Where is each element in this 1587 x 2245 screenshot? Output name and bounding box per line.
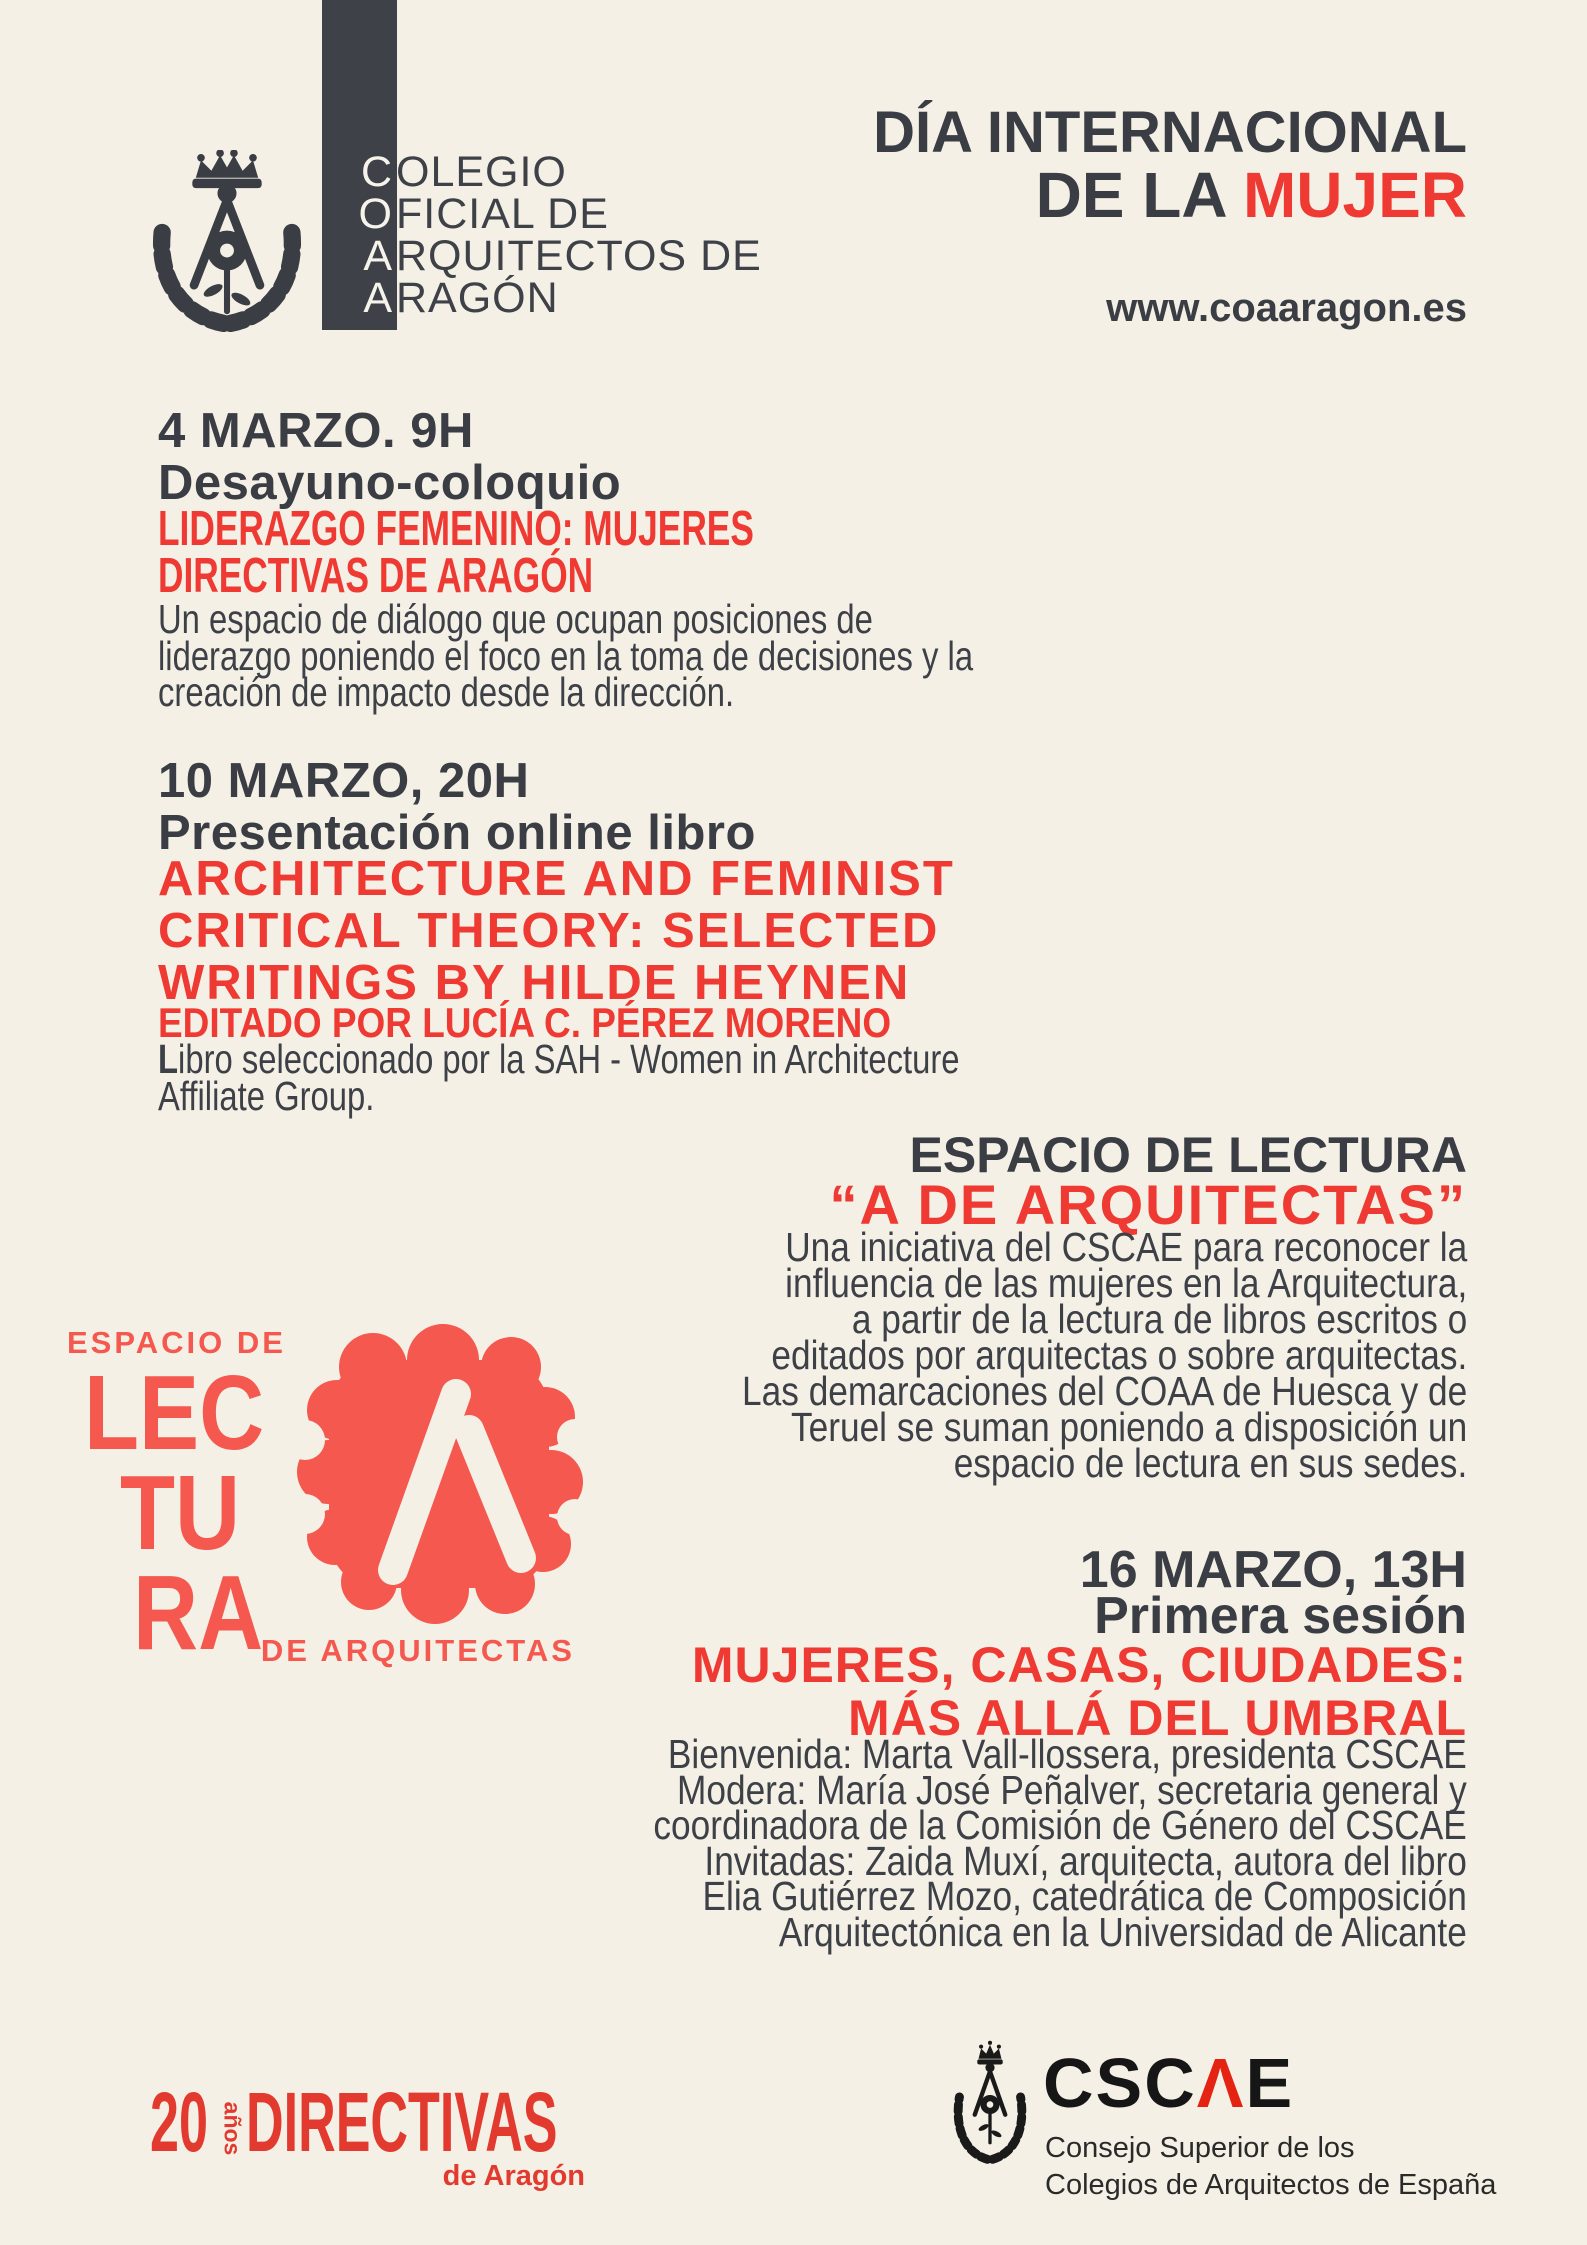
event1-subtitle: Desayuno-coloquio [158, 456, 622, 510]
coaa-wordmark-line [322, 148, 567, 196]
session-date: 16 MARZO, 13H [1079, 1541, 1467, 1599]
coaa-rest: RAGÓN [396, 274, 559, 322]
directivas-wordmark: DIRECTIVAS [246, 2075, 558, 2169]
lectura-subheading: “A DE ARQUITECTAS” [829, 1173, 1467, 1236]
lectura-desc-line: Teruel se suman poniendo a disposición un [790, 1404, 1467, 1450]
lectura-logo-ra: RA [133, 1554, 264, 1672]
directivas-anios-text: años [219, 2101, 246, 2155]
coaa-rest: FICIAL DE [396, 190, 609, 238]
event2-title-line1: ARCHITECTURE AND FEMINIST [158, 852, 955, 906]
session-subtitle: Primera sesión [1094, 1587, 1467, 1645]
event2-date: 10 MARZO, 20H [158, 754, 530, 808]
page-title-line2 [1036, 158, 1467, 232]
lectura-desc-line: a partir de la lectura de libros escritos o [851, 1296, 1467, 1342]
session-title-line2: MÁS ALLÁ DEL UMBRAL [848, 1690, 1467, 1746]
cscae-word-a: Λ [1196, 2044, 1246, 2122]
coaa-cap: C [360, 148, 393, 196]
lectura-logo-lec: LEC [84, 1354, 265, 1472]
lectura-logo-kicker: ESPACIO DE [67, 1325, 286, 1360]
cscae-wordmark [1043, 2044, 1295, 2122]
directivas-20: 20 [150, 2075, 208, 2169]
cscae-subtitle-line: Consejo Superior de los [1045, 2132, 1355, 2164]
lectura-description [741, 1224, 1467, 1486]
lectura-desc-line: influencia de las mujeres en la Arquitectura, [784, 1260, 1467, 1306]
event1-desc-line: liderazgo poniendo el foco en la toma de decisiones y la [158, 632, 974, 679]
coaa-cap: A [363, 274, 393, 322]
cscae-subtitle [1045, 2130, 1496, 2204]
coaa-rest: OLEGIO [396, 148, 567, 196]
event2-title-line3: WRITINGS BY HILDE HEYNEN [158, 956, 911, 1010]
event2-description [158, 1036, 960, 1119]
coaa-wordmark-line [322, 190, 609, 238]
coaa-crest-icon [138, 150, 316, 332]
coaa-cap: O [358, 190, 393, 238]
lectura-desc-line: Una iniciativa del CSCAE para reconocer la [784, 1224, 1467, 1270]
coaa-wordmark-line [322, 232, 762, 280]
session-desc-line: Modera: María José Peñalver, secretaria general y [677, 1766, 1467, 1813]
session-description [653, 1731, 1467, 1955]
cscae-word-pre: CSC [1043, 2044, 1197, 2122]
event1-description [158, 596, 974, 715]
session-desc-line: Invitadas: Zaida Muxí, arquitecta, autora del libro [704, 1837, 1467, 1884]
lectura-logo-caption: DE ARQUITECTAS [260, 1633, 575, 1668]
page-title-line1: DÍA INTERNACIONAL [873, 100, 1467, 165]
event1-desc-line: creación de impacto desde la dirección. [158, 669, 735, 715]
event1-desc-line: Un espacio de diálogo que ocupan posiciones de [158, 596, 873, 642]
cscae-crest-icon [948, 2038, 1032, 2166]
coaa-cap: A [363, 232, 393, 280]
event2-desc-text: ibro seleccionado por la SAH - Women in Architecture [178, 1036, 960, 1082]
cscae-subtitle-line: Colegios de Arquitectos de España [1045, 2169, 1497, 2201]
session-desc-line: Bienvenida: Marta Vall-llossera, presidenta CSCAE [668, 1731, 1467, 1777]
event2-subtitle: Presentación online libro [158, 806, 756, 860]
session-desc-line: Arquitectónica en la Universidad de Alicante [779, 1908, 1467, 1955]
lectura-desc-line: editados por arquitectas o sobre arquitectas. [771, 1332, 1467, 1378]
coaa-wordmark-line [322, 274, 559, 322]
event1-title-line1: LIDERAZGO FEMENINO: MUJERES [158, 502, 754, 556]
title-accent: MUJER [1242, 159, 1467, 231]
directivas-sub: de Aragón [442, 2160, 585, 2192]
session-title-line1: MUJERES, CASAS, CIUDADES: [691, 1637, 1467, 1693]
lectura-desc-line: espacio de lectura en sus sedes. [953, 1440, 1467, 1486]
event1-title-line2: DIRECTIVAS DE ARAGÓN [158, 549, 594, 603]
event2-title-line2: CRITICAL THEORY: SELECTED [158, 904, 940, 958]
coaa-rest: RQUITECTOS DE [396, 232, 762, 280]
event2-desc-line: Affiliate Group. [158, 1073, 375, 1119]
session-desc-line: coordinadora de la Comisión de Género del CSCAE [653, 1802, 1467, 1848]
cscae-word-post: E [1245, 2044, 1295, 2122]
lectura-heading: ESPACIO DE LECTURA [909, 1127, 1467, 1183]
event1-date: 4 MARZO. 9H [158, 404, 474, 458]
a-de-arquitectas-stamp-icon [293, 1322, 585, 1627]
session-desc-line: Elia Gutiérrez Mozo, catedrática de Composición [702, 1873, 1467, 1919]
website-link[interactable]: www.coaaragon.es [1106, 286, 1467, 330]
lead-letter: L [158, 1036, 179, 1082]
title-prefix: DE LA [1035, 159, 1243, 231]
lectura-logo-tu: TU [120, 1454, 241, 1572]
lectura-desc-line: Las demarcaciones del COAA de Huesca y de [741, 1368, 1467, 1414]
event2-editor-line: EDITADO POR LUCÍA C. PÉREZ MORENO [158, 999, 892, 1046]
